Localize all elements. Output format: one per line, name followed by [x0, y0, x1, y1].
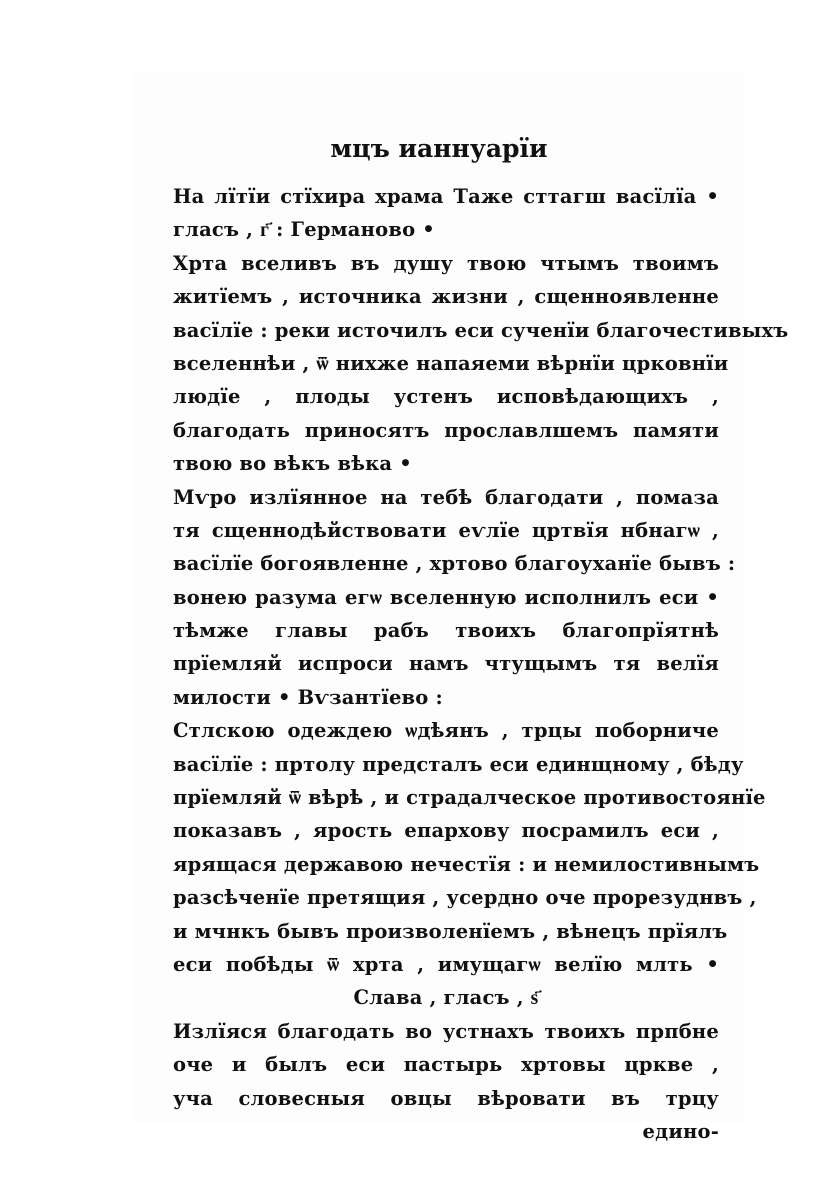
text-line: и мчнкъ бывъ произволенїемъ , вѣнецъ прїялъ [173, 919, 728, 943]
text-line: вонею разума егѡ вселенную исполнилъ еси • [173, 585, 719, 609]
text-line: васїлїе : пртолу предсталъ еси единщному , бѣду [173, 752, 744, 776]
text-line: Стлскою одеждею ѡдѣянъ , трцы поборниче [173, 719, 719, 743]
text-line: тя сщеннодѣйствовати еѵлїе цртвїя нбнагѡ , [173, 518, 719, 542]
text-line: Излїяся благодать во устнахъ твоихъ прпбне [173, 1019, 719, 1043]
text-line: еси побѣды ѿ хрта , имущагѡ велїю млть • [173, 952, 719, 976]
text-line: уча словесныя овцы вѣровати въ трцу [173, 1086, 719, 1110]
text-line: Слава , гласъ , ѕ҃ [353, 986, 539, 1010]
text-line: Хрта вселивъ въ душу твою чтымъ твоимъ [173, 251, 719, 275]
text-line: На лїтїи стїхира храма Таже сттагш васїлїа • [173, 185, 719, 208]
text-line: гласъ , г҃ : Германово • [173, 218, 435, 242]
text-line: прїемляй испроси намъ чтущымъ тя велїя [173, 652, 719, 676]
text-line: оче и былъ еси пастырь хртовы црквe , [173, 1053, 719, 1077]
text-line: ярящася державою нечестїя : и немилостивнымъ [173, 852, 760, 876]
text-line: твою во вѣкъ вѣка • [173, 452, 412, 476]
text-line: васїлїе : реки источилъ еси сученїи благочестивыхъ [173, 318, 789, 342]
page-header: мцъ ианнуарїи [330, 134, 548, 163]
text-line: прїемляй ѿ вѣрѣ , и страдалческое противостоянїе [173, 786, 766, 810]
text-body [173, 180, 789, 1148]
text-line: показавъ , ярость епархову посрамилъ еси , [173, 819, 719, 843]
text-line: людїе , плоды устенъ исповѣдающихъ , [173, 385, 719, 409]
text-line: разсѣченїе претящия , усердно оче прорезуднвъ , [173, 886, 757, 910]
book-page [133, 72, 789, 1143]
text-line: житїемъ , источника жизни , сщенноявленне [173, 285, 719, 309]
text-line: Мѵро излїянное на тебѣ благодати , помаза [173, 485, 719, 509]
text-line: васїлїе богоявленне , хртово благоуханїе бывъ : [173, 552, 736, 576]
text-line: тѣмже главы рабъ твоихъ благопрїятнѣ [173, 619, 719, 643]
text-line: вселеннѣи , ѿ нихже напаяеми вѣрнїи црковнїи [173, 351, 729, 375]
text-line: едино- [642, 1119, 719, 1143]
text-line: милости • Вѵзантїево : [173, 685, 443, 709]
text-line: благодать приносятъ прославлшемъ памяти [173, 418, 719, 442]
